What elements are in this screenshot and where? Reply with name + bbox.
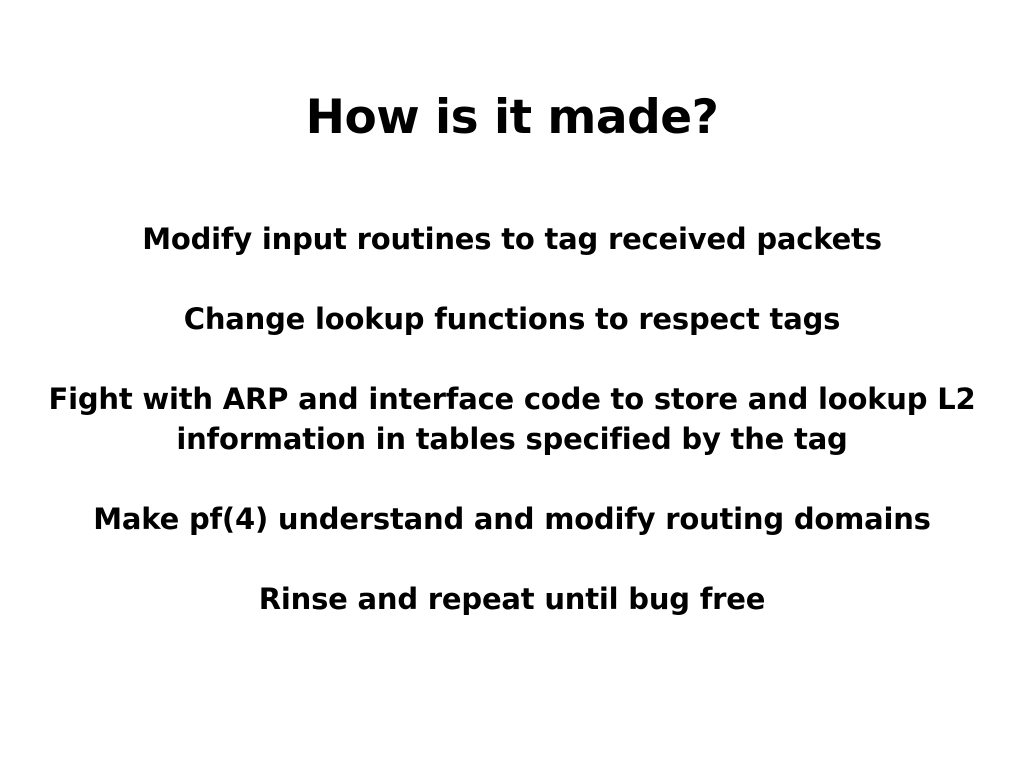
list-item: Fight with ARP and interface code to store and lookup L2 information in tables specified by the tag xyxy=(48,382,976,457)
slide-body xyxy=(32,219,992,619)
list-item: Change lookup functions to respect tags xyxy=(183,302,841,337)
page-title: How is it made? xyxy=(305,90,719,145)
list-item: Make pf(4) understand and modify routing domains xyxy=(93,502,931,537)
list-item: Modify input routines to tag received packets xyxy=(142,222,882,257)
list-item: Rinse and repeat until bug free xyxy=(258,582,766,617)
